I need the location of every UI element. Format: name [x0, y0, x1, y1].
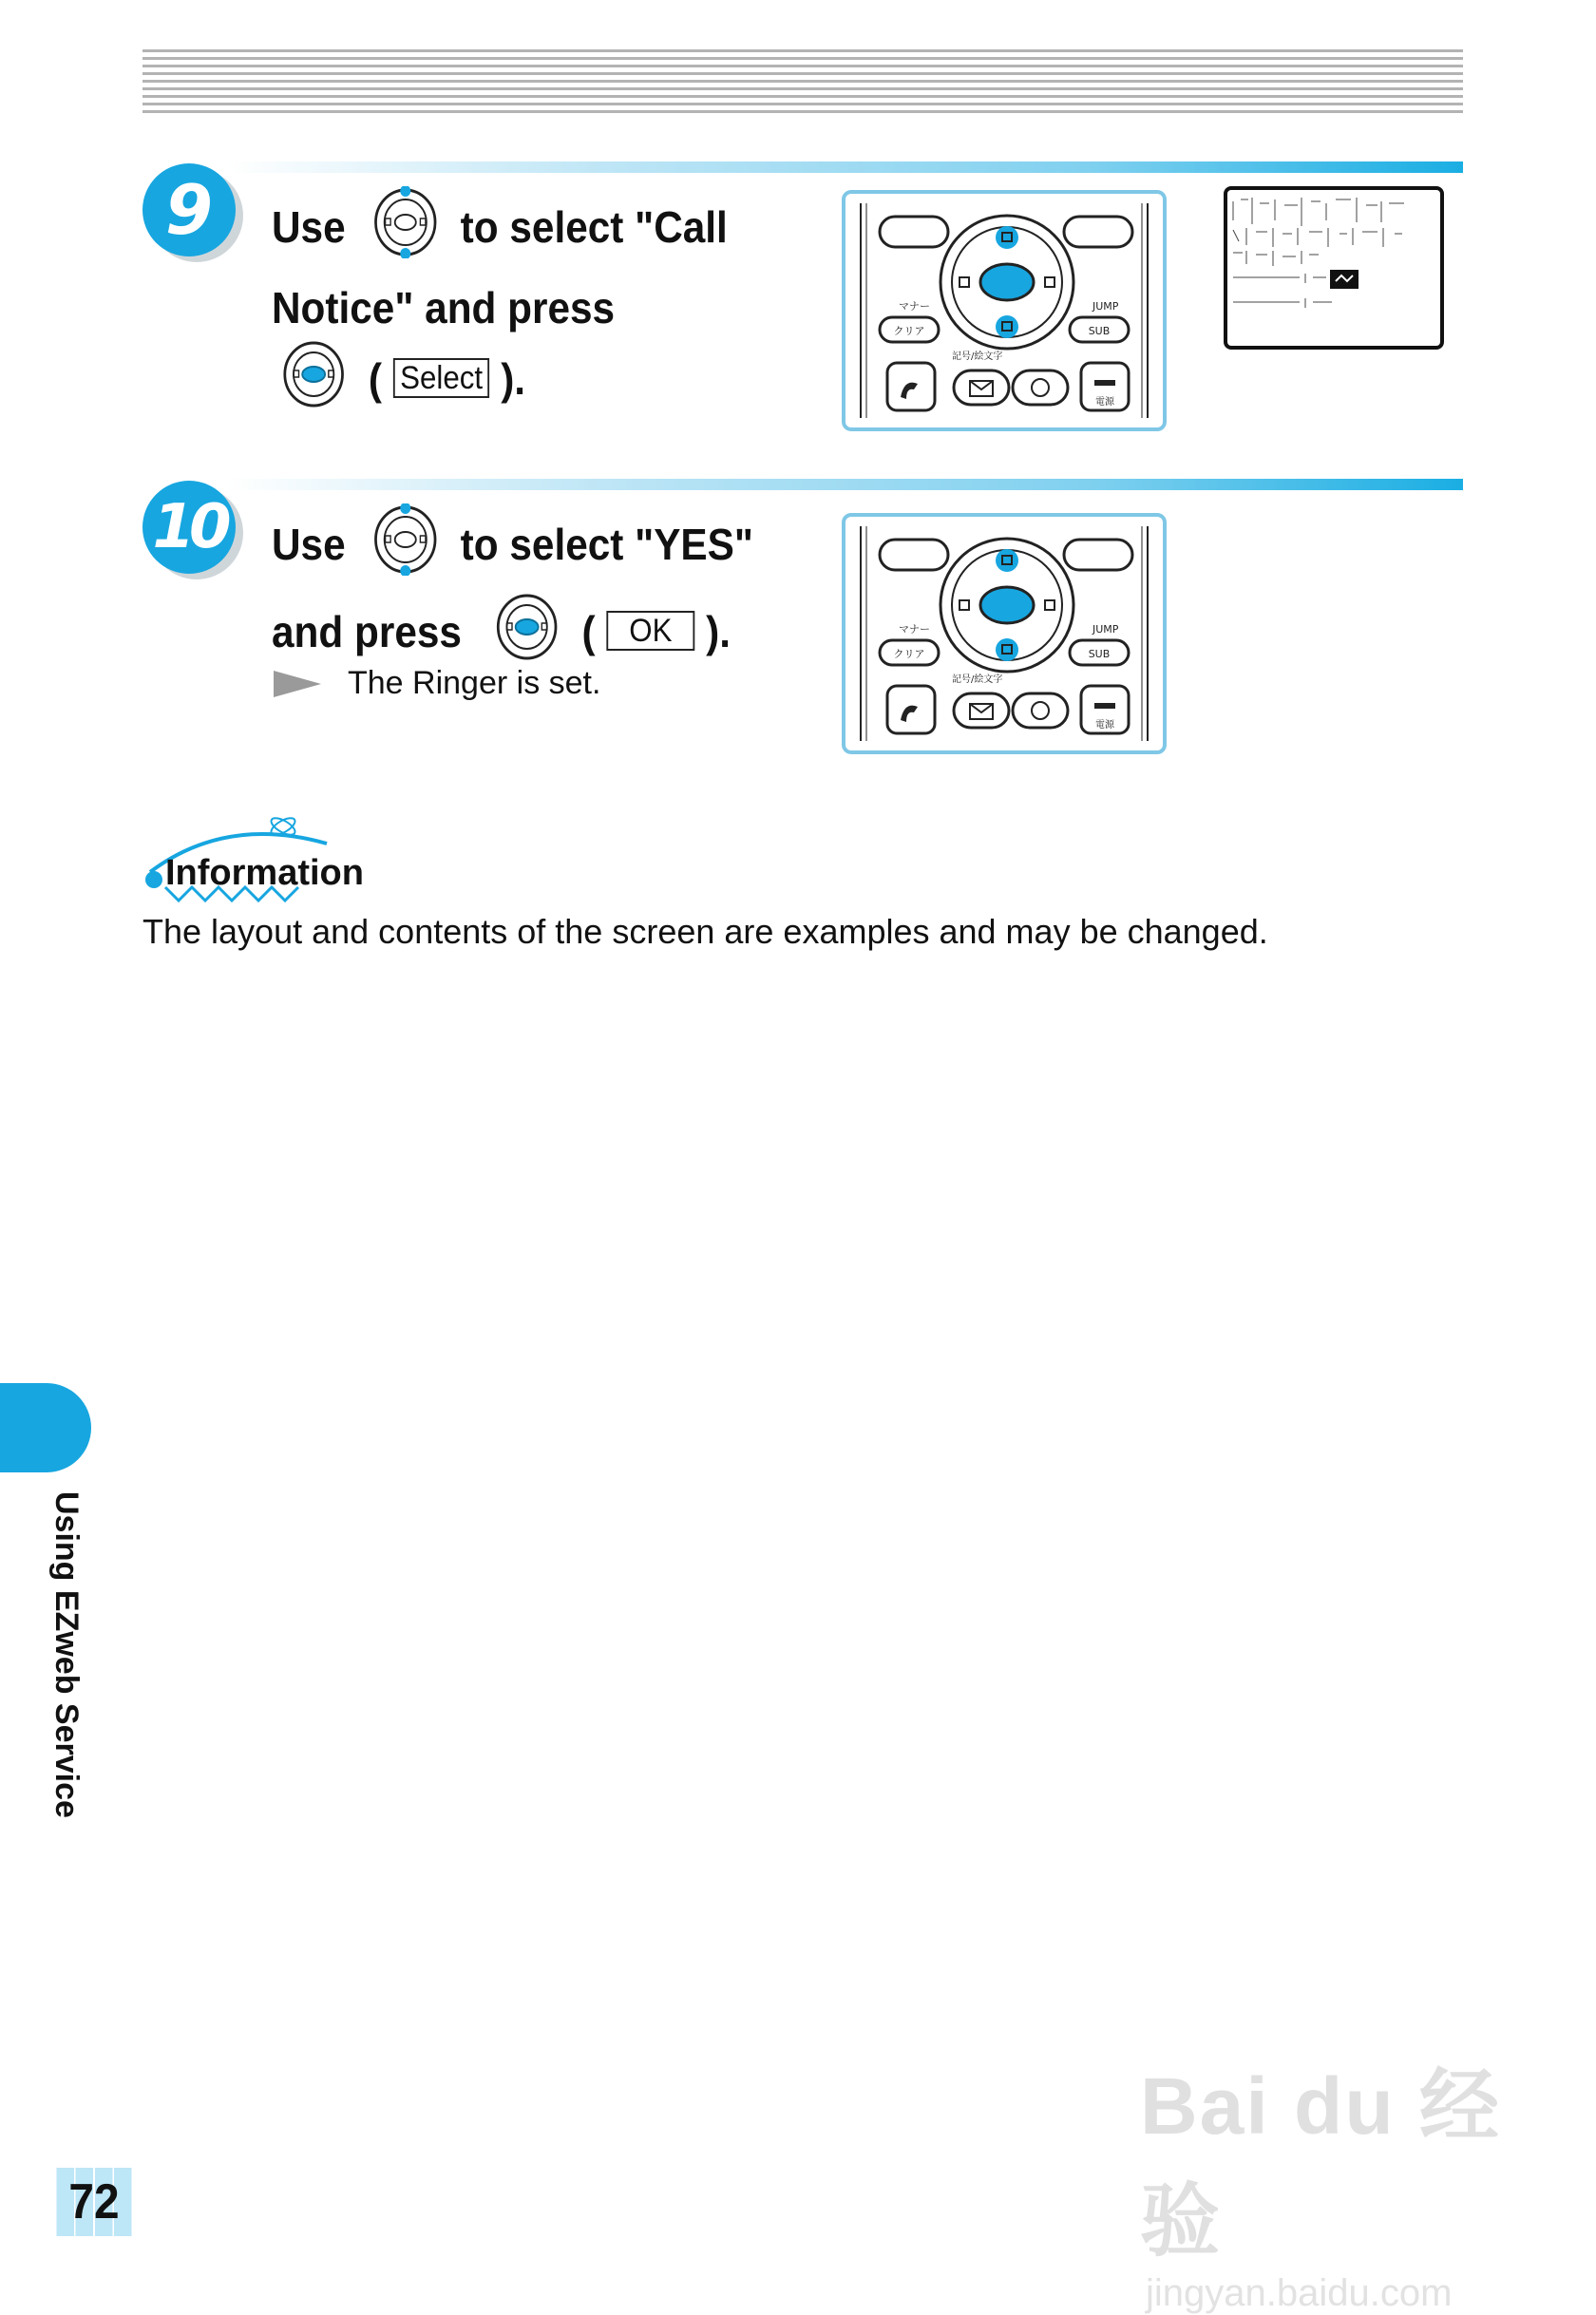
watermark-sub: jingyan.baidu.com: [1146, 2272, 1453, 2314]
step-10-close-paren: ).: [706, 607, 731, 657]
power-key-label: 電源: [1095, 720, 1114, 731]
power-key-label: 電源: [1095, 397, 1114, 408]
step-9-number: 9: [142, 163, 236, 256]
header-stripes: [142, 49, 1463, 114]
section-tab: [0, 1383, 91, 1472]
step-10-line2-text: and press: [272, 607, 462, 657]
navigation-key-updown-icon: [372, 186, 439, 275]
step-9-line1-text: to select "Call: [460, 202, 728, 253]
navigation-key-center-icon: [280, 340, 347, 426]
navigation-key-updown-icon: [372, 503, 439, 593]
manner-key-label: マナー: [899, 623, 930, 636]
step-9-open-paren: (: [368, 354, 383, 405]
jump-key-label: JUMP: [1092, 300, 1119, 313]
step-10-use-word: Use: [272, 520, 346, 570]
step-10-line1: [272, 503, 796, 593]
step-10-line1-text: to select "YES": [460, 520, 753, 570]
clear-key-label: クリア: [893, 648, 925, 660]
ok-softkey-label: OK: [606, 611, 694, 651]
step-10-bar: [228, 479, 1463, 490]
clear-key-label: クリア: [893, 325, 925, 337]
step-10-number: 10: [142, 481, 236, 574]
step-10-open-paren: (: [581, 607, 596, 657]
symbols-key-label: 記号/絵文字: [952, 674, 1003, 685]
watermark-main: Bai du 经验: [1140, 2061, 1502, 2266]
watermark: [1140, 2042, 1520, 2314]
step-9-bar: [228, 161, 1463, 173]
step-9-use-word: Use: [272, 202, 346, 253]
step-10-result: The Ringer is set.: [348, 665, 601, 701]
select-softkey-label: Select: [393, 358, 490, 398]
page-number: 72: [56, 2168, 131, 2236]
step-9-line3: [272, 340, 796, 426]
jump-key-label: JUMP: [1092, 623, 1119, 636]
manner-key-label: マナー: [899, 300, 930, 313]
information-title: Information: [165, 853, 364, 893]
step-9-line1: [272, 186, 796, 275]
keypad-illustration: [842, 190, 1167, 431]
symbols-key-label: 記号/絵文字: [952, 351, 1003, 362]
step-9-line2: Notice" and press: [272, 283, 616, 332]
result-arrow-icon: [274, 667, 321, 701]
step-10-instruction: [272, 503, 796, 678]
keypad-illustration: [842, 513, 1167, 754]
step-9-close-paren: ).: [501, 354, 526, 405]
screen-thumbnail: [1224, 186, 1444, 350]
sub-key-label: SUB: [1088, 648, 1111, 660]
section-label: Using EZweb Service: [48, 1491, 85, 1818]
sub-key-label: SUB: [1088, 325, 1111, 337]
information-text: The layout and contents of the screen are examples and may be changed.: [142, 912, 1268, 951]
step-9-instruction: [272, 186, 796, 426]
